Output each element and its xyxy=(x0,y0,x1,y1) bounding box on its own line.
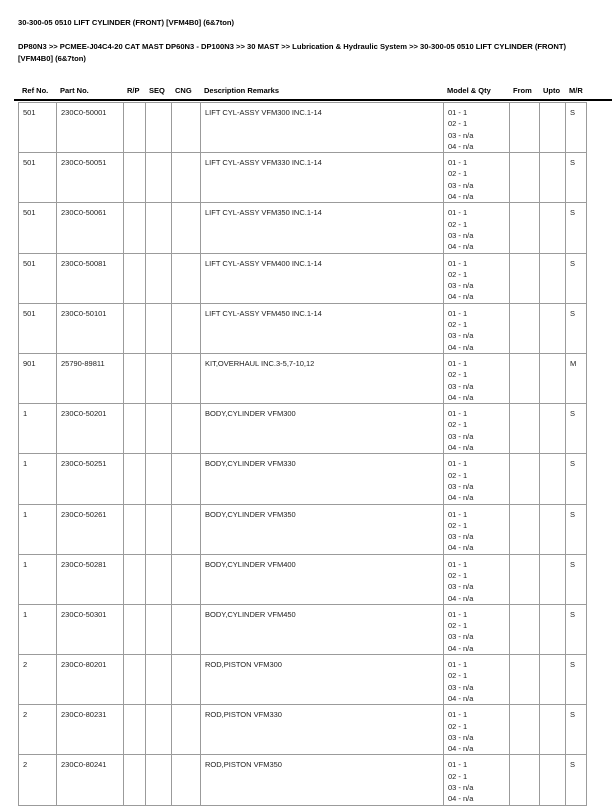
cell-seq xyxy=(146,604,172,654)
cell-cng xyxy=(172,755,201,805)
model-qty-line: 03 - n/a xyxy=(448,582,474,592)
cell-rp xyxy=(124,655,146,705)
cell-cng xyxy=(172,554,201,604)
cell-description: LIFT CYL-ASSY VFM300 INC.1-14 xyxy=(201,103,444,153)
cell-mr: S xyxy=(566,655,587,705)
cell-from xyxy=(510,303,540,353)
breadcrumb: DP80N3 >> PCMEE-J04C4-20 CAT MAST DP60N3 - DP100N3 >> 30 MAST >> Lubrication & Hydraulic System >> 30-300-05 0510 LIFT CYLINDER (FRONT) [VFM4B0] (6&7ton) xyxy=(18,42,567,64)
cell-description: ROD,PISTON VFM300 xyxy=(201,655,444,705)
model-qty-line: 01 - 1 xyxy=(448,108,468,117)
cell-model-qty xyxy=(444,554,510,604)
model-qty-line: 04 - n/a xyxy=(448,744,474,754)
cell-model-qty xyxy=(444,353,510,403)
cell-mr: S xyxy=(566,554,587,604)
cell-model-qty xyxy=(444,504,510,554)
cell-mr: S xyxy=(566,253,587,303)
model-qty-line: 04 - n/a xyxy=(448,443,474,453)
model-qty-line: 03 - n/a xyxy=(448,632,474,642)
cell-description: LIFT CYL-ASSY VFM450 INC.1-14 xyxy=(201,303,444,353)
cell-cng xyxy=(172,303,201,353)
cell-from xyxy=(510,454,540,504)
model-qty-line: 03 - n/a xyxy=(448,682,474,692)
model-qty-line: 02 - 1 xyxy=(448,119,468,129)
cell-upto xyxy=(540,353,566,403)
cell-rp xyxy=(124,454,146,504)
cell-mr: S xyxy=(566,504,587,554)
cell-part-no: 230C0-50081 xyxy=(57,253,124,303)
model-qty-line: 02 - 1 xyxy=(448,269,468,279)
cell-ref-no: 2 xyxy=(19,705,57,755)
cell-cng xyxy=(172,655,201,705)
model-qty-line: 02 - 1 xyxy=(448,520,468,530)
model-qty-line: 02 - 1 xyxy=(448,169,468,179)
column-header-description: Description Remarks xyxy=(204,86,280,95)
cell-cng xyxy=(172,454,201,504)
cell-from xyxy=(510,504,540,554)
model-qty-line: 04 - n/a xyxy=(448,643,474,653)
model-qty-line: 04 - n/a xyxy=(448,493,474,503)
cell-part-no: 230C0-50061 xyxy=(57,203,124,253)
cell-from xyxy=(510,755,540,805)
cell-ref-no: 901 xyxy=(19,353,57,403)
cell-description: BODY,CYLINDER VFM300 xyxy=(201,404,444,454)
cell-from xyxy=(510,604,540,654)
cell-ref-no: 501 xyxy=(19,303,57,353)
model-qty-line: 03 - n/a xyxy=(448,230,474,240)
column-header-from: From xyxy=(513,86,532,95)
cell-ref-no: 2 xyxy=(19,655,57,705)
model-qty-line: 03 - n/a xyxy=(448,331,474,341)
cell-model-qty xyxy=(444,253,510,303)
column-header-model-qty: Model & Qty xyxy=(447,86,491,95)
cell-description: BODY,CYLINDER VFM400 xyxy=(201,554,444,604)
cell-seq xyxy=(146,353,172,403)
table-row xyxy=(19,655,587,705)
model-qty-line: 04 - n/a xyxy=(448,242,474,252)
cell-upto xyxy=(540,103,566,153)
model-qty-line: 04 - n/a xyxy=(448,543,474,553)
table-row xyxy=(19,103,587,153)
cell-mr: S xyxy=(566,705,587,755)
cell-part-no: 230C0-80231 xyxy=(57,705,124,755)
cell-ref-no: 1 xyxy=(19,554,57,604)
model-qty-line: 04 - n/a xyxy=(448,392,474,402)
cell-description: LIFT CYL-ASSY VFM400 INC.1-14 xyxy=(201,253,444,303)
model-qty-line: 03 - n/a xyxy=(448,732,474,742)
model-qty-line: 02 - 1 xyxy=(448,320,468,330)
model-qty-line: 03 - n/a xyxy=(448,431,474,441)
model-qty-line: 02 - 1 xyxy=(448,570,468,580)
cell-seq xyxy=(146,705,172,755)
cell-from xyxy=(510,203,540,253)
column-header-part-no: Part No. xyxy=(60,86,89,95)
column-header-mr: M/R xyxy=(569,86,583,95)
cell-cng xyxy=(172,103,201,153)
cell-rp xyxy=(124,755,146,805)
cell-model-qty xyxy=(444,755,510,805)
model-qty-line: 03 - n/a xyxy=(448,532,474,542)
model-qty-line: 01 - 1 xyxy=(448,308,468,318)
model-qty-line: 03 - n/a xyxy=(448,783,474,793)
table-row xyxy=(19,504,587,554)
model-qty-line: 04 - n/a xyxy=(448,593,474,603)
table-row xyxy=(19,705,587,755)
cell-description: LIFT CYL-ASSY VFM330 INC.1-14 xyxy=(201,153,444,203)
cell-description: ROD,PISTON VFM350 xyxy=(201,755,444,805)
cell-rp xyxy=(124,554,146,604)
cell-cng xyxy=(172,253,201,303)
cell-model-qty xyxy=(444,303,510,353)
table-row xyxy=(19,755,587,805)
cell-seq xyxy=(146,454,172,504)
model-qty-line: 02 - 1 xyxy=(448,771,468,781)
cell-rp xyxy=(124,253,146,303)
cell-description: BODY,CYLINDER VFM330 xyxy=(201,454,444,504)
cell-model-qty xyxy=(444,604,510,654)
cell-upto xyxy=(540,303,566,353)
cell-seq xyxy=(146,303,172,353)
cell-part-no: 230C0-50201 xyxy=(57,404,124,454)
column-header-cng: CNG xyxy=(175,86,192,95)
cell-from xyxy=(510,253,540,303)
cell-ref-no: 501 xyxy=(19,203,57,253)
cell-seq xyxy=(146,153,172,203)
cell-seq xyxy=(146,404,172,454)
model-qty-line: 03 - n/a xyxy=(448,281,474,291)
cell-rp xyxy=(124,353,146,403)
cell-seq xyxy=(146,253,172,303)
cell-seq xyxy=(146,755,172,805)
cell-upto xyxy=(540,554,566,604)
cell-seq xyxy=(146,103,172,153)
model-qty-line: 02 - 1 xyxy=(448,721,468,731)
cell-ref-no: 1 xyxy=(19,404,57,454)
model-qty-line: 01 - 1 xyxy=(448,509,468,519)
cell-mr: S xyxy=(566,103,587,153)
cell-part-no: 230C0-80241 xyxy=(57,755,124,805)
cell-description: KIT,OVERHAUL INC.3-5,7-10,12 xyxy=(201,353,444,403)
model-qty-line: 02 - 1 xyxy=(448,370,468,380)
cell-description: BODY,CYLINDER VFM450 xyxy=(201,604,444,654)
cell-rp xyxy=(124,203,146,253)
model-qty-line: 02 - 1 xyxy=(448,219,468,229)
cell-part-no: 230C0-50051 xyxy=(57,153,124,203)
cell-model-qty xyxy=(444,153,510,203)
cell-rp xyxy=(124,705,146,755)
cell-mr: S xyxy=(566,153,587,203)
cell-upto xyxy=(540,454,566,504)
cell-cng xyxy=(172,705,201,755)
cell-model-qty xyxy=(444,454,510,504)
cell-upto xyxy=(540,705,566,755)
model-qty-line: 01 - 1 xyxy=(448,760,468,770)
cell-cng xyxy=(172,353,201,403)
model-qty-line: 01 - 1 xyxy=(448,409,468,419)
table-row xyxy=(19,153,587,203)
model-qty-line: 04 - n/a xyxy=(448,794,474,804)
cell-mr: S xyxy=(566,604,587,654)
cell-mr: S xyxy=(566,454,587,504)
cell-cng xyxy=(172,203,201,253)
cell-part-no: 230C0-50251 xyxy=(57,454,124,504)
cell-from xyxy=(510,404,540,454)
cell-part-no: 230C0-50301 xyxy=(57,604,124,654)
cell-cng xyxy=(172,404,201,454)
model-qty-line: 01 - 1 xyxy=(448,559,468,569)
model-qty-line: 01 - 1 xyxy=(448,459,468,469)
cell-rp xyxy=(124,604,146,654)
model-qty-line: 04 - n/a xyxy=(448,693,474,703)
model-qty-line: 04 - n/a xyxy=(448,192,474,202)
cell-rp xyxy=(124,303,146,353)
cell-ref-no: 2 xyxy=(19,755,57,805)
table-column-headers xyxy=(18,85,586,97)
cell-mr: S xyxy=(566,404,587,454)
column-header-seq: SEQ xyxy=(149,86,165,95)
cell-cng xyxy=(172,504,201,554)
cell-from xyxy=(510,153,540,203)
cell-model-qty xyxy=(444,404,510,454)
cell-ref-no: 1 xyxy=(19,604,57,654)
cell-upto xyxy=(540,404,566,454)
cell-ref-no: 1 xyxy=(19,454,57,504)
cell-part-no: 230C0-50001 xyxy=(57,103,124,153)
model-qty-line: 01 - 1 xyxy=(448,710,468,720)
cell-seq xyxy=(146,203,172,253)
cell-description: ROD,PISTON VFM330 xyxy=(201,705,444,755)
cell-rp xyxy=(124,103,146,153)
cell-cng xyxy=(172,604,201,654)
cell-upto xyxy=(540,604,566,654)
cell-ref-no: 1 xyxy=(19,504,57,554)
cell-model-qty xyxy=(444,655,510,705)
header-divider xyxy=(14,99,612,101)
column-header-ref-no: Ref No. xyxy=(22,86,49,95)
cell-part-no: 230C0-50261 xyxy=(57,504,124,554)
cell-mr: S xyxy=(566,303,587,353)
cell-seq xyxy=(146,504,172,554)
model-qty-line: 03 - n/a xyxy=(448,180,474,190)
cell-from xyxy=(510,655,540,705)
cell-part-no: 230C0-80201 xyxy=(57,655,124,705)
table-row xyxy=(19,353,587,403)
cell-model-qty xyxy=(444,203,510,253)
table-row xyxy=(19,303,587,353)
model-qty-line: 04 - n/a xyxy=(448,292,474,302)
cell-from xyxy=(510,554,540,604)
model-qty-line: 01 - 1 xyxy=(448,660,468,670)
cell-rp xyxy=(124,153,146,203)
table-row xyxy=(19,253,587,303)
model-qty-line: 01 - 1 xyxy=(448,208,468,218)
model-qty-line: 02 - 1 xyxy=(448,671,468,681)
cell-upto xyxy=(540,655,566,705)
cell-description: BODY,CYLINDER VFM350 xyxy=(201,504,444,554)
model-qty-line: 02 - 1 xyxy=(448,621,468,631)
cell-rp xyxy=(124,404,146,454)
model-qty-line: 03 - n/a xyxy=(448,130,474,140)
cell-ref-no: 501 xyxy=(19,253,57,303)
cell-rp xyxy=(124,504,146,554)
cell-ref-no: 501 xyxy=(19,153,57,203)
cell-model-qty xyxy=(444,103,510,153)
model-qty-line: 03 - n/a xyxy=(448,481,474,491)
column-header-upto: Upto xyxy=(543,86,561,95)
parts-table xyxy=(18,102,587,806)
cell-ref-no: 501 xyxy=(19,103,57,153)
cell-upto xyxy=(540,253,566,303)
parts-table-container xyxy=(18,102,588,804)
cell-description: LIFT CYL-ASSY VFM350 INC.1-14 xyxy=(201,203,444,253)
table-row xyxy=(19,454,587,504)
column-header-rp: R/P xyxy=(127,86,140,95)
page-title: 30-300-05 0510 LIFT CYLINDER (FRONT) [VFM4B0] (6&7ton) xyxy=(18,18,235,27)
cell-part-no: 25790-89811 xyxy=(57,353,124,403)
model-qty-line: 01 - 1 xyxy=(448,358,468,368)
model-qty-line: 01 - 1 xyxy=(448,609,468,619)
cell-seq xyxy=(146,655,172,705)
cell-from xyxy=(510,353,540,403)
cell-model-qty xyxy=(444,705,510,755)
cell-from xyxy=(510,705,540,755)
cell-mr: S xyxy=(566,203,587,253)
model-qty-line: 01 - 1 xyxy=(448,158,468,168)
model-qty-line: 02 - 1 xyxy=(448,470,468,480)
model-qty-line: 02 - 1 xyxy=(448,420,468,430)
cell-part-no: 230C0-50101 xyxy=(57,303,124,353)
cell-mr: S xyxy=(566,755,587,805)
cell-upto xyxy=(540,153,566,203)
cell-upto xyxy=(540,203,566,253)
cell-upto xyxy=(540,504,566,554)
table-row xyxy=(19,404,587,454)
cell-from xyxy=(510,103,540,153)
table-row xyxy=(19,554,587,604)
table-row xyxy=(19,604,587,654)
model-qty-line: 04 - n/a xyxy=(448,141,474,151)
cell-cng xyxy=(172,153,201,203)
cell-part-no: 230C0-50281 xyxy=(57,554,124,604)
table-row xyxy=(19,203,587,253)
model-qty-line: 03 - n/a xyxy=(448,381,474,391)
cell-seq xyxy=(146,554,172,604)
model-qty-line: 01 - 1 xyxy=(448,258,468,268)
cell-mr: M xyxy=(566,353,587,403)
cell-upto xyxy=(540,755,566,805)
model-qty-line: 04 - n/a xyxy=(448,342,474,352)
